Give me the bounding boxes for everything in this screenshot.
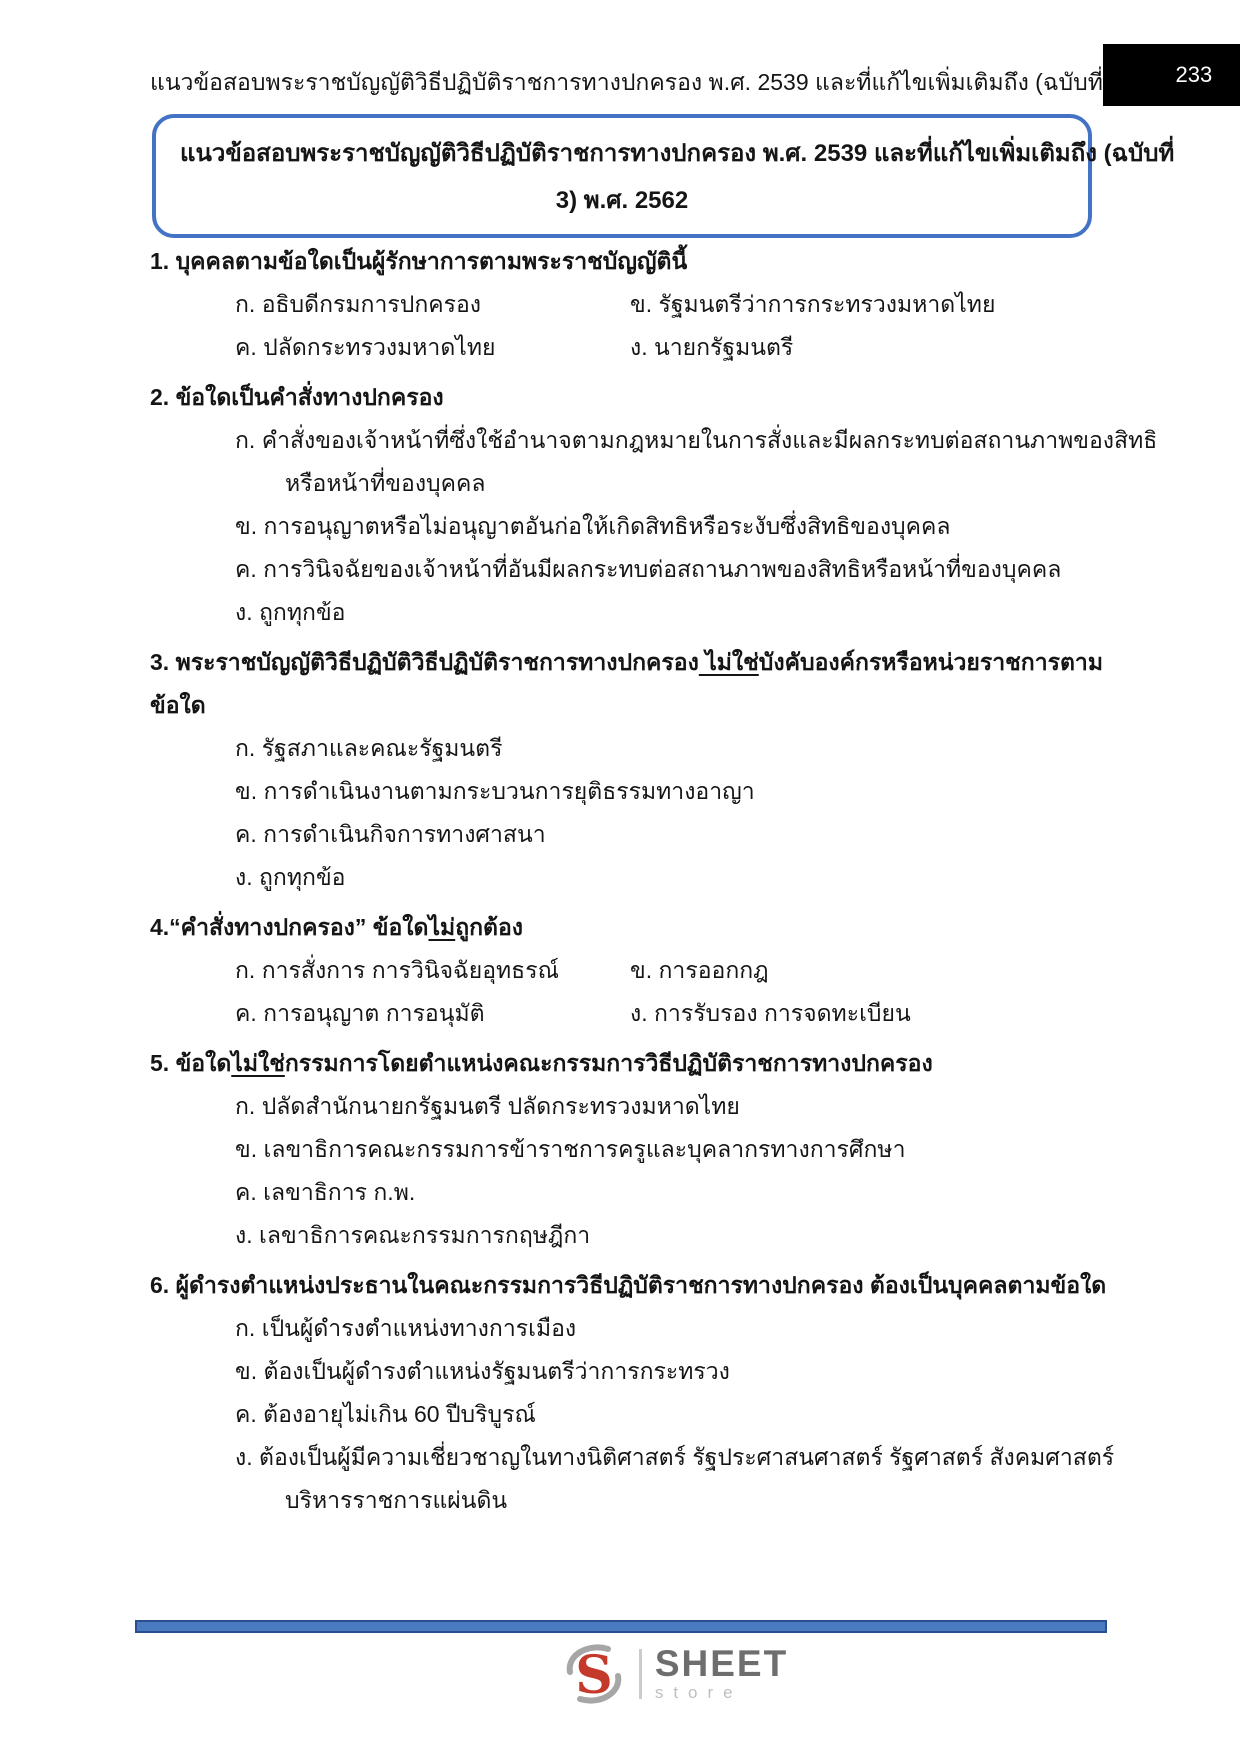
option-a: ก. ปลัดสำนักนายกรัฐมนตรี ปลัดกระทรวงมหาดไทย: [235, 1093, 740, 1119]
option-b: ข. เลขาธิการคณะกรรมการข้าราชการครูและบุคลากรทางการศึกษา: [235, 1136, 906, 1162]
svg-text:S: S: [575, 1645, 613, 1706]
option-c: ค. การวินิจฉัยของเจ้าหน้าที่อันมีผลกระทบต่อสถานภาพของสิทธิหรือหน้าที่ของบุคคล: [235, 556, 1062, 582]
option-a: ก. อธิบดีกรมการปกครอง: [235, 291, 482, 317]
option-d: ง. การรับรอง การจดทะเบียน: [630, 1000, 911, 1026]
question-3-title-line-2: ข้อใด: [150, 692, 206, 718]
option-c: ค. ต้องอายุไม่เกิน 60 ปีบริบูรณ์: [235, 1401, 536, 1427]
question-1-title: 1. บุคคลตามข้อใดเป็นผู้รักษาการตามพระราชบัญญัตินี้: [150, 248, 688, 274]
footer-divider: [135, 1620, 1107, 1633]
option-d: ง. ต้องเป็นผู้มีความเชี่ยวชาญในทางนิติศาสตร์ รัฐประศาสนศาสตร์ รัฐศาสตร์ สังคมศาสตร์: [235, 1444, 1115, 1470]
brand-name: SHEET: [654, 1642, 789, 1684]
option-c: ค. การดำเนินกิจการทางศาสนา: [235, 821, 546, 847]
page-number: 233: [1175, 62, 1213, 87]
option-b: ข. การอนุญาตหรือไม่อนุญาตอันก่อให้เกิดสิทธิหรือระงับซึ่งสิทธิของบุคคล: [235, 513, 951, 539]
question-3: [150, 641, 1110, 899]
question-1: [150, 240, 1110, 369]
brand-logo: [55, 1642, 1240, 1706]
title-line-1: แนวข้อสอบพระราชบัญญัติวิธีปฏิบัติราชการทางปกครอง พ.ศ. 2539 และที่แก้ไขเพิ่มเติมถึง (ฉบับที่: [180, 140, 1175, 167]
option-a: ก. การสั่งการ การวินิจฉัยอุทธรณ์: [235, 957, 559, 983]
option-b: ข. รัฐมนตรีว่าการกระทรวงมหาดไทย: [630, 291, 996, 317]
question-2-title: 2. ข้อใดเป็นคำสั่งทางปกครอง: [150, 384, 444, 410]
option-c: ค. เลขาธิการ ก.พ.: [235, 1179, 416, 1205]
question-4: [150, 906, 1110, 1035]
questions-list: [150, 240, 1158, 1522]
question-6: [150, 1264, 1115, 1522]
question-4-options-row-2: [235, 992, 1110, 1035]
option-d: ง. ถูกทุกข้อ: [235, 599, 346, 625]
option-d: ง. เลขาธิการคณะกรรมการกฤษฎีกา: [235, 1222, 591, 1248]
title-line-2: 3) พ.ศ. 2562: [555, 187, 689, 214]
option-c: ค. ปลัดกระทรวงมหาดไทย: [235, 334, 496, 360]
question-4-options-row-1: [235, 949, 1110, 992]
question-2: [150, 376, 1158, 634]
question-3-title: 3. พระราชบัญญัติวิธีปฏิบัติวิธีปฏิบัติราชการทางปกครอง ไม่ใช่บังคับองค์กรหรือหน่วยราชการตาม: [150, 649, 1103, 675]
option-a: ก. คำสั่งของเจ้าหน้าที่ซึ่งใช้อำนาจตามกฎหมายในการสั่งและมีผลกระทบต่อสถานภาพของสิทธิ: [235, 427, 1158, 453]
question-5-title: 5. ข้อใดไม่ใช่กรรมการโดยตำแหน่งคณะกรรมการวิธีปฏิบัติราชการทางปกครอง: [150, 1050, 933, 1076]
running-header-text: แนวข้อสอบพระราชบัญญัติวิธีปฏิบัติราชการทางปกครอง พ.ศ. 2539 และที่แก้ไขเพิ่มเติมถึง (ฉบับที่: [150, 69, 1103, 95]
option-a-continued: หรือหน้าที่ของบุคคล: [285, 470, 486, 496]
option-b: ข. การออกกฎ: [630, 957, 769, 983]
option-d: ง. นายกรัฐมนตรี: [630, 334, 794, 360]
question-4-title: 4.“คำสั่งทางปกครอง” ข้อใดไม่ถูกต้อง: [150, 914, 524, 940]
option-a: ก. รัฐสภาและคณะรัฐมนตรี: [235, 735, 503, 761]
question-6-title: 6. ผู้ดำรงตำแหน่งประธานในคณะกรรมการวิธีปฏิบัติราชการทางปกครอง ต้องเป็นบุคคลตามข้อใด: [150, 1272, 1107, 1298]
page-number-badge: [1103, 44, 1240, 106]
option-d: ง. ถูกทุกข้อ: [235, 864, 346, 890]
option-d-continued: บริหารราชการแผ่นดิน: [285, 1487, 508, 1513]
brand-text-block: [654, 1642, 789, 1703]
question-1-options-row-1: [235, 283, 1110, 326]
brand-subtitle: store: [654, 1682, 743, 1702]
question-1-options-row-2: [235, 326, 1110, 369]
title-box: [152, 114, 1175, 238]
question-5: [150, 1042, 1110, 1257]
option-b: ข. ต้องเป็นผู้ดำรงตำแหน่งรัฐมนตรีว่าการกระทรวง: [235, 1358, 730, 1384]
running-header: [150, 44, 1232, 106]
option-a: ก. เป็นผู้ดำรงตำแหน่งทางการเมือง: [235, 1315, 577, 1341]
sheet-s-icon: [562, 1642, 626, 1706]
option-c: ค. การอนุญาต การอนุมัติ: [235, 1000, 485, 1026]
option-b: ข. การดำเนินงานตามกระบวนการยุติธรรมทางอาญา: [235, 778, 755, 804]
logo-divider: [639, 1649, 642, 1699]
